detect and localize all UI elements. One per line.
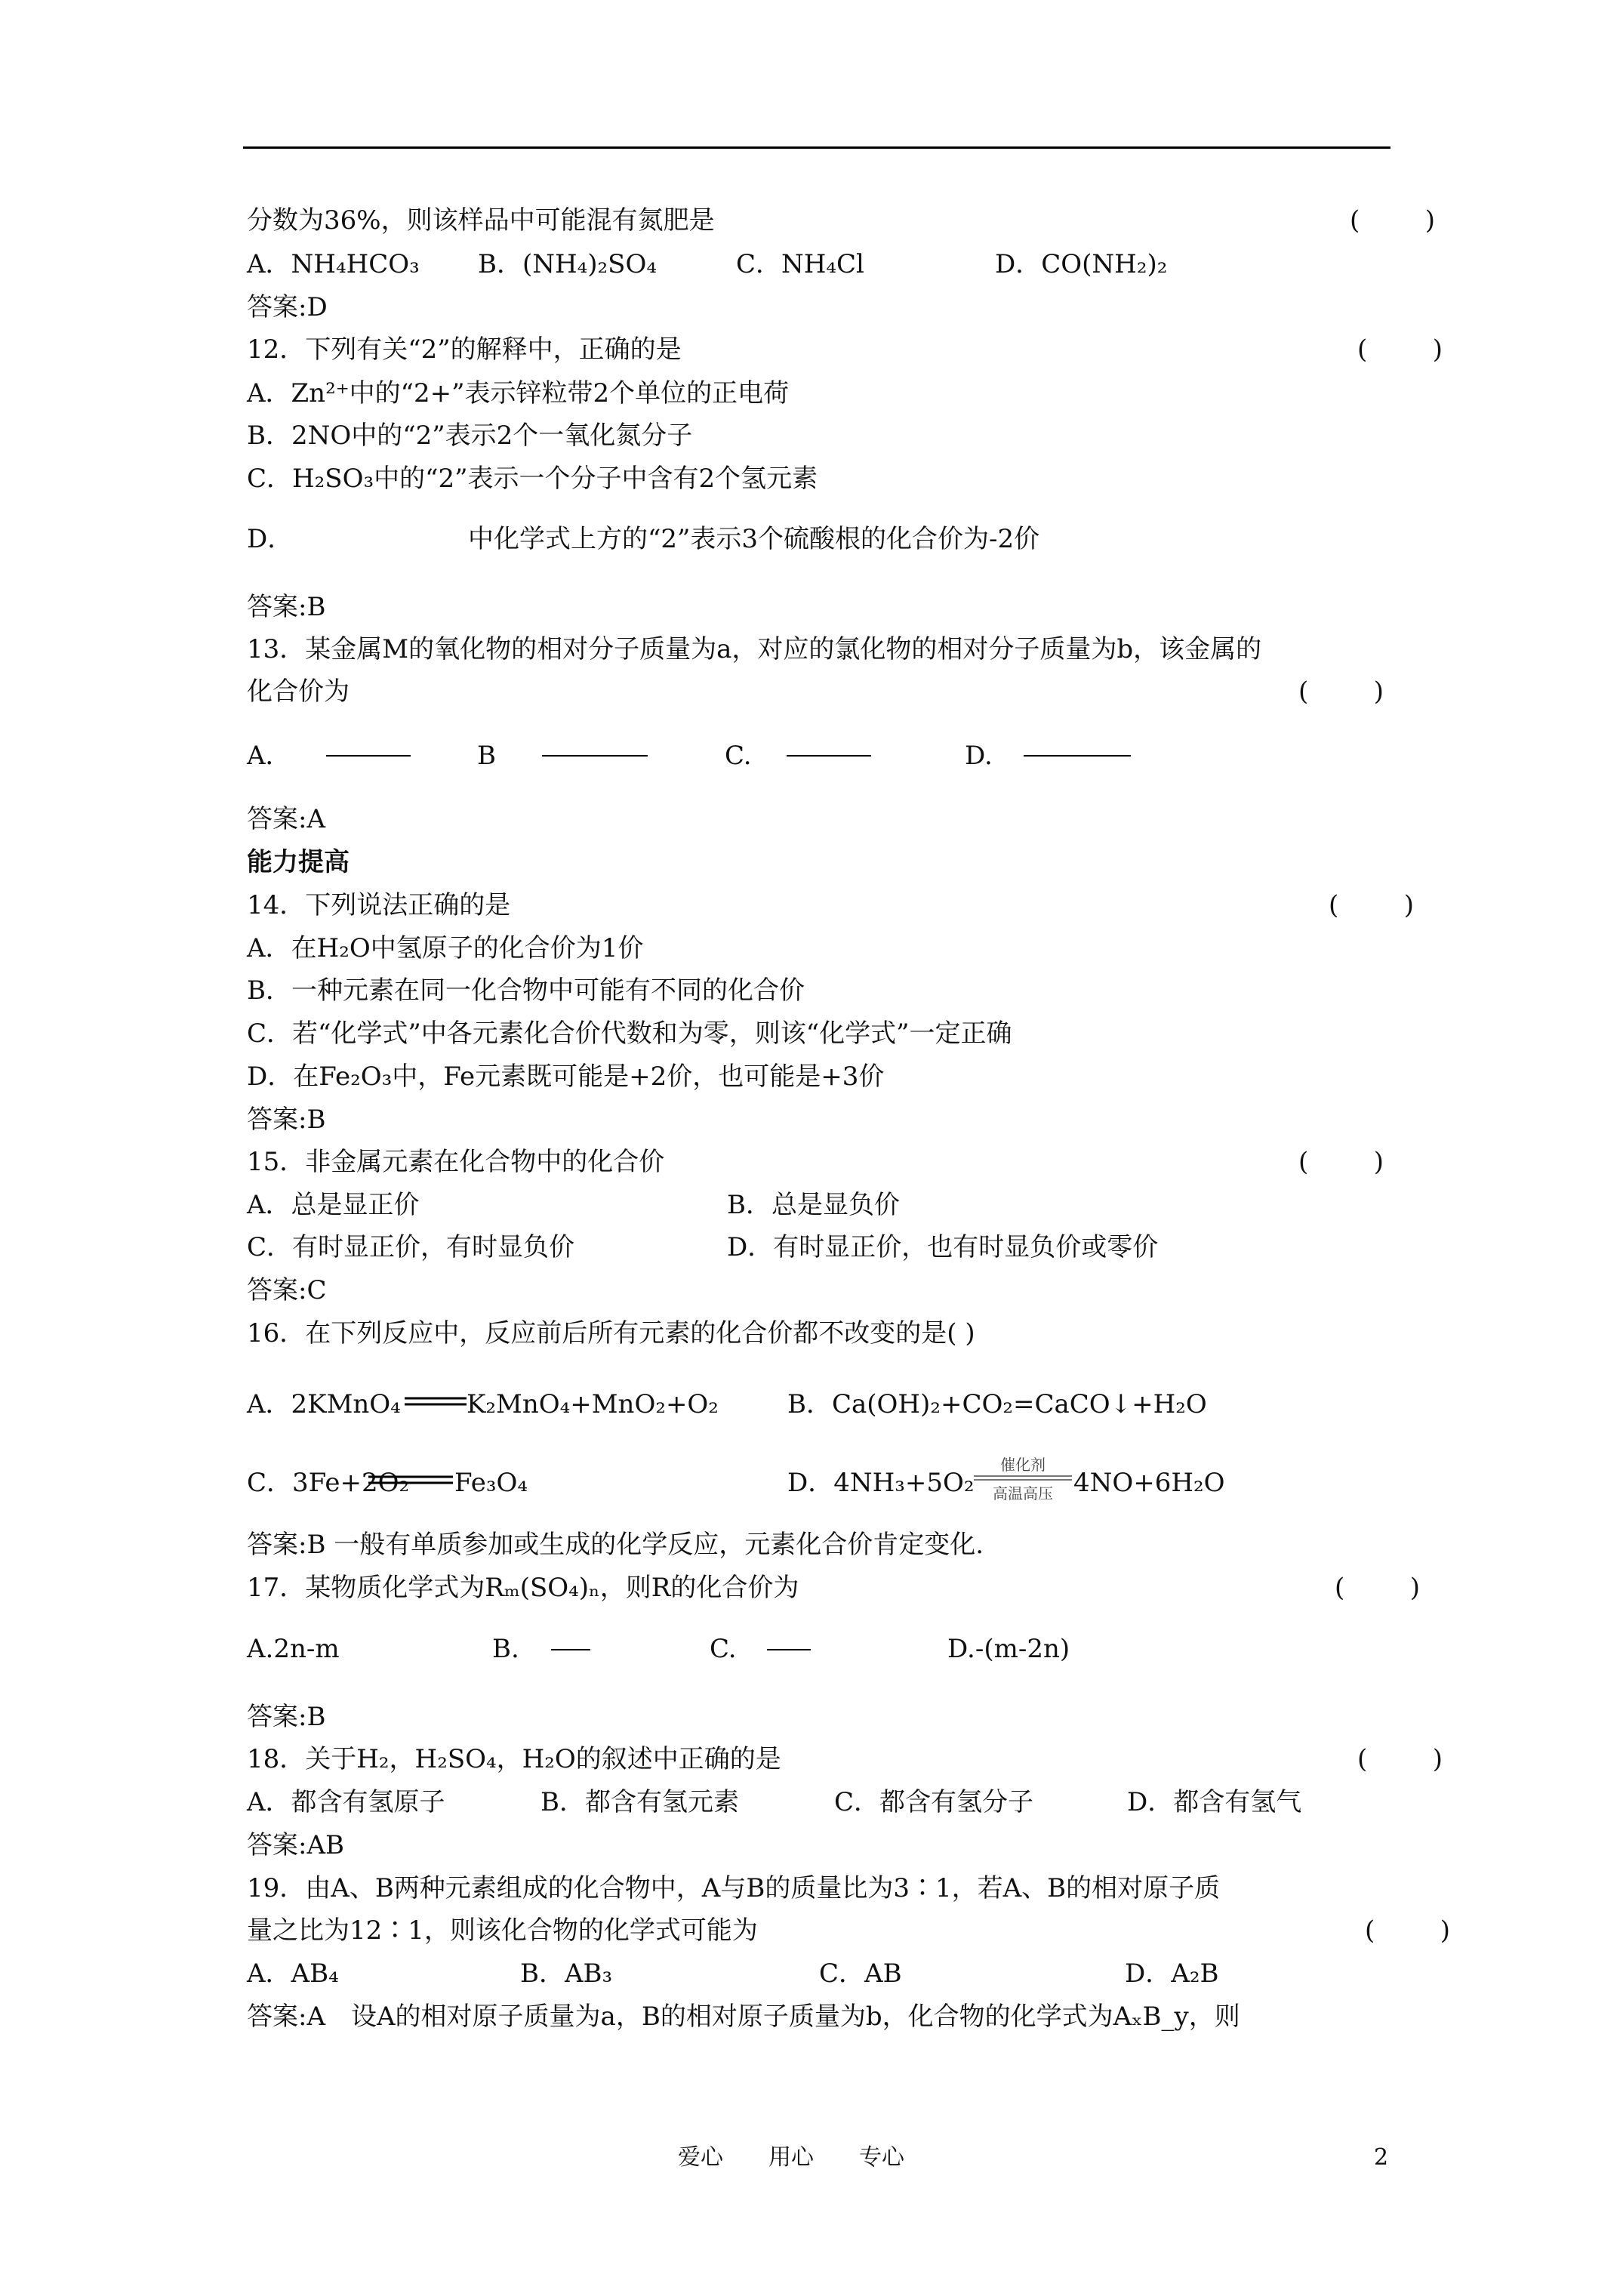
option-d: D．在Fe₂O₃中，Fe元素既可能是+2价，也可能是+3价 — [247, 1062, 885, 1092]
option-b: B. — [492, 1634, 519, 1664]
option-d: D. — [965, 741, 993, 771]
option-a-product: K₂MnO₄+MnO₂+O₂ — [467, 1389, 719, 1419]
option-b: B．一种元素在同一化合物中可能有不同的化合价 — [247, 975, 805, 1006]
option-c-reactant: C．3Fe+2O₂ — [247, 1468, 410, 1498]
page-number: 2 — [1374, 2144, 1389, 2171]
option-b: B．都含有氢元素 — [540, 1787, 739, 1817]
equals-arrow-icon — [368, 1475, 453, 1484]
option-a: A．总是显正价 — [247, 1190, 420, 1220]
option-d-reactant: D．4NH₃+5O₂ — [787, 1468, 975, 1498]
option-d: D.-(m-2n) — [947, 1634, 1070, 1664]
question-text: 19．由A、B两种元素组成的化合物中，A与B的质量比为3∶1，若A、B的相对原子质 — [247, 1873, 1221, 1903]
option-c: C．NH₄Cl — [736, 249, 864, 279]
fraction-bar — [542, 755, 648, 757]
question-text: 12．下列有关“2”的解释中，正确的是 — [247, 334, 682, 365]
fraction-bar — [326, 755, 411, 757]
answer-blank: ( ) — [1298, 676, 1384, 707]
option-a: A．都含有氢原子 — [247, 1787, 445, 1817]
option-d-product: 4NO+6H₂O — [1073, 1468, 1225, 1498]
answer-blank: ( ) — [1298, 1147, 1384, 1177]
header-rule — [243, 146, 1390, 149]
option-c: C．有时显正价，有时显负价 — [247, 1232, 575, 1262]
section-heading: 能力提高 — [247, 847, 350, 877]
fraction-bar — [1024, 755, 1131, 757]
fraction-bar — [551, 1649, 590, 1650]
answer-line: 答案:D — [247, 292, 328, 322]
answer-line: 答案:B 一般有单质参加或生成的化学反应，元素化合价肯定变化. — [247, 1530, 984, 1560]
option-a: A．AB₄ — [247, 1959, 339, 1989]
answer-blank: ( ) — [1357, 334, 1443, 365]
option-b: B．Ca(OH)₂+CO₂=CaCO↓+H₂O — [787, 1389, 1207, 1419]
answer-blank: ( ) — [1365, 1915, 1450, 1946]
option-b: B — [477, 741, 496, 771]
answer-blank: ( ) — [1329, 890, 1414, 920]
question-text: 17．某物质化学式为Rₘ(SO₄)ₙ，则R的化合价为 — [247, 1573, 799, 1603]
condition-label: 高温高压 — [993, 1484, 1053, 1502]
option-c: C. — [710, 1634, 737, 1664]
answer-line: 答案:B — [247, 1702, 326, 1732]
option-c: C．H₂SO₃中的“2”表示一个分子中含有2个氢元素 — [247, 464, 818, 494]
option-c: C．都含有氢分子 — [834, 1787, 1034, 1817]
option-b: B．2NO中的“2”表示2个一氧化氮分子 — [247, 421, 693, 451]
fraction-bar — [767, 1649, 811, 1650]
answer-line: 答案:B — [247, 592, 326, 622]
question-text: 分数为36%，则该样品中可能混有氮肥是 — [247, 205, 715, 236]
answer-line: 答案:A — [247, 804, 326, 834]
option-a: A.2n-m — [247, 1634, 340, 1664]
question-text: 15．非金属元素在化合物中的化合价 — [247, 1147, 665, 1177]
equals-arrow-icon — [974, 1475, 1072, 1481]
footer-motto: 爱心 用心 专心 — [678, 2144, 904, 2171]
question-text: 化合价为 — [247, 676, 350, 707]
option-c-product: Fe₃O₄ — [454, 1468, 528, 1498]
option-a: A．NH₄HCO₃ — [247, 249, 420, 279]
answer-blank: ( ) — [1335, 1573, 1420, 1603]
answer-line: 答案:B — [247, 1105, 326, 1135]
option-a-reactant: A．2KMnO₄ — [247, 1389, 401, 1419]
option-c: C．AB — [819, 1959, 902, 1989]
fraction-bar — [787, 755, 871, 757]
answer-line: 答案:A 设A的相对原子质量为a，B的相对原子质量为b，化合物的化学式为AₓB_y，则 — [247, 2002, 1240, 2032]
question-text: 14．下列说法正确的是 — [247, 890, 511, 920]
option-a: A．Zn²⁺中的“2+”表示锌粒带2个单位的正电荷 — [247, 378, 790, 408]
question-text: 量之比为12∶1，则该化合物的化学式可能为 — [247, 1915, 758, 1946]
option-d: D．有时显正价，也有时显负价或零价 — [727, 1232, 1159, 1262]
answer-blank: ( ) — [1350, 205, 1435, 236]
option-b: B．(NH₄)₂SO₄ — [478, 249, 657, 279]
equals-arrow-icon — [405, 1397, 467, 1406]
option-d: D．都含有氢气 — [1127, 1787, 1302, 1817]
question-text: 18．关于H₂，H₂SO₄，H₂O的叙述中正确的是 — [247, 1744, 781, 1774]
option-a: A． — [247, 741, 291, 771]
option-d: D．CO(NH₂)₂ — [995, 249, 1168, 279]
option-c: C. — [725, 741, 752, 771]
answer-blank: ( ) — [1357, 1744, 1443, 1774]
option-d: D．A₂B — [1125, 1959, 1219, 1989]
question-text: 13．某金属M的氧化物的相对分子质量为a，对应的氯化物的相对分子质量为b，该金属的 — [247, 634, 1262, 664]
catalyst-label: 催化剂 — [1000, 1456, 1046, 1474]
option-c: C．若“化学式”中各元素化合价代数和为零，则该“化学式”一定正确 — [247, 1019, 1012, 1049]
answer-line: 答案:C — [247, 1275, 327, 1305]
option-d: 中化学式上方的“2”表示3个硫酸根的化合价为-2价 — [468, 524, 1040, 554]
option-a: A．在H₂O中氢原子的化合价为1价 — [247, 933, 644, 963]
answer-line: 答案:AB — [247, 1830, 344, 1860]
option-b: B．AB₃ — [520, 1959, 613, 1989]
question-text: 16．在下列反应中，反应前后所有元素的化合价都不改变的是( ) — [247, 1318, 975, 1348]
option-d-label: D． — [247, 524, 294, 554]
option-b: B．总是显负价 — [727, 1190, 900, 1220]
